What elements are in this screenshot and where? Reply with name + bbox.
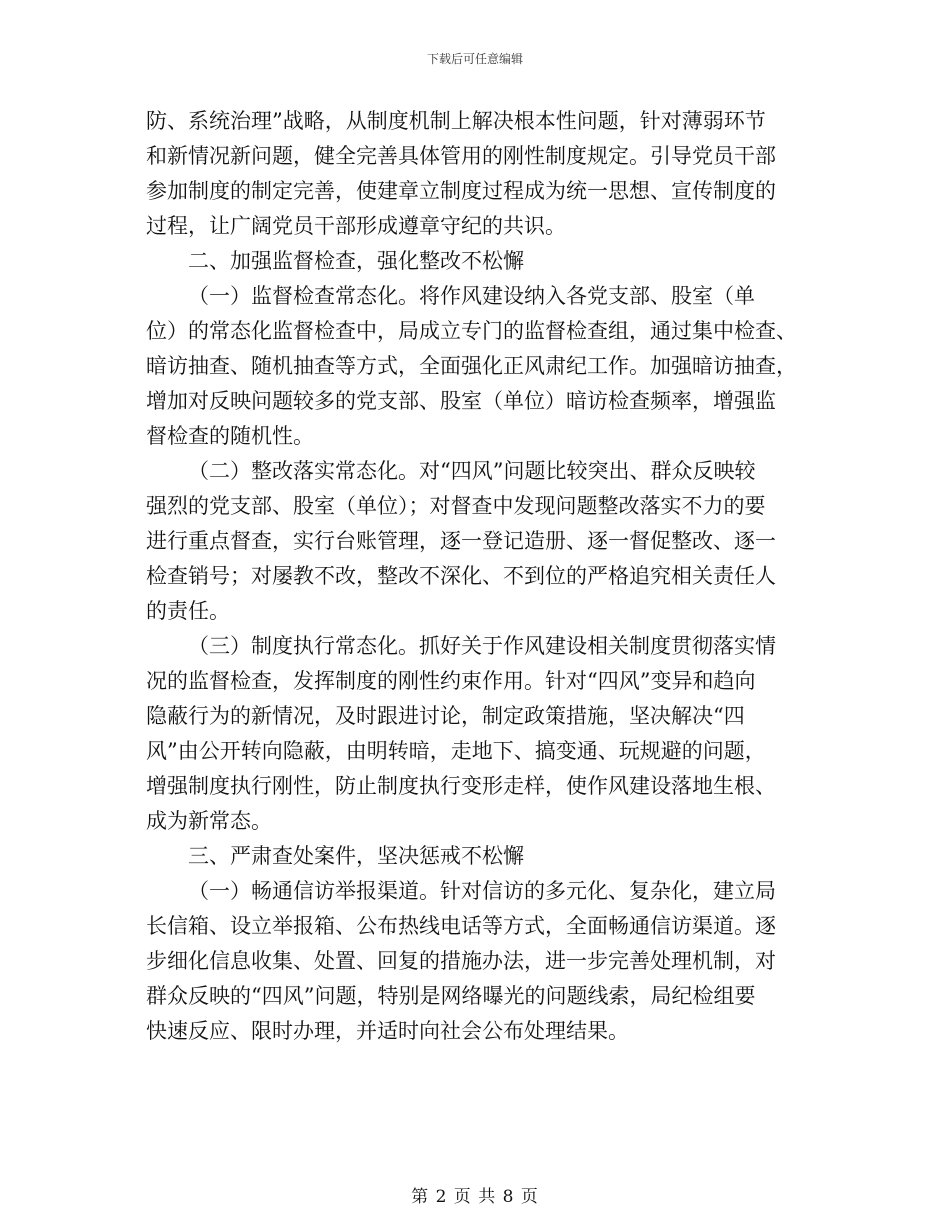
text-line: （三）制度执行常态化。抓好关于作风建设相关制度贯彻落实情	[188, 634, 776, 658]
text-line: 步细化信息收集、处置、回复的措施办法，进一步完善处理机制，对	[146, 949, 776, 973]
text-line: 和新情况新问题，健全完善具体管用的刚性制度规定。引导党员干部	[146, 144, 776, 168]
section-heading	[146, 839, 804, 874]
text-line: 三、严肃查处案件，坚决惩戒不松懈	[188, 844, 524, 868]
section-heading	[146, 244, 804, 279]
text-line: 二、加强监督检查，强化整改不松懈	[188, 249, 524, 273]
text-line: 群众反映的“四风”问题，特别是网络曝光的问题线索，局纪检组要	[146, 984, 756, 1008]
text-line: 成为新常态。	[146, 809, 272, 833]
text-line: 防、系统治理”战略，从制度机制上解决根本性问题，针对薄弱环节	[146, 109, 766, 133]
text-line: 督检查的随机性。	[146, 424, 314, 448]
text-line: 检查销号；对屡教不改，整改不深化、不到位的严格追究相关责任人	[146, 564, 776, 588]
text-line: 强烈的党支部、股室（单位）；对督查中发现问题整改落实不力的要	[146, 494, 766, 518]
text-line: 隐蔽行为的新情况，及时跟进讨论，制定政策措施，坚决解决“四	[146, 704, 745, 728]
text-line: （一）监督检查常态化。将作风建设纳入各党支部、股室（单	[188, 284, 755, 308]
text-line: 增加对反映问题较多的党支部、股室（单位）暗访检查频率，增强监	[146, 389, 776, 413]
text-line: 进行重点督查，实行台账管理，逐一登记造册、逐一督促整改、逐一	[146, 529, 776, 553]
text-line: （一）畅通信访举报渠道。针对信访的多元化、复杂化，建立局	[188, 879, 776, 903]
text-line: 风”由公开转向隐蔽，由明转暗，走地下、搞变通、玩规避的问题，	[146, 739, 766, 763]
paragraph	[146, 454, 804, 629]
text-line: （二）整改落实常态化。对“四风”问题比较突出、群众反映较	[188, 459, 756, 483]
text-line: 暗访抽查、随机抽查等方式，全面强化正风肃纪工作。加强暗访抽查，	[146, 354, 797, 378]
paragraph	[146, 629, 804, 839]
document-body	[146, 104, 804, 1049]
paragraph	[146, 279, 804, 454]
text-line: 过程，让广阔党员干部形成遵章守纪的共识。	[146, 214, 566, 238]
text-line: 增强制度执行刚性，防止制度执行变形走样，使作风建设落地生根、	[146, 774, 776, 798]
text-line: 况的监督检查，发挥制度的刚性约束作用。针对“四风”变异和趋向	[146, 669, 756, 693]
page-header-note: 下载后可任意编辑	[426, 52, 523, 66]
text-line: 位）的常态化监督检查中，局成立专门的监督检查组，通过集中检查、	[146, 319, 797, 343]
text-line: 参加制度的制定完善，使建章立制度过程成为统一思想、宣传制度的	[146, 179, 776, 203]
text-line: 快速反应、限时办理，并适时向社会公布处理结果。	[146, 1019, 629, 1043]
paragraph	[146, 104, 804, 244]
text-line: 长信箱、设立举报箱、公布热线电话等方式，全面畅通信访渠道。逐	[146, 914, 776, 938]
page-number-footer: 第 2 页 共 8 页	[411, 1187, 539, 1207]
paragraph	[146, 874, 804, 1049]
text-line: 的责任。	[146, 599, 230, 623]
